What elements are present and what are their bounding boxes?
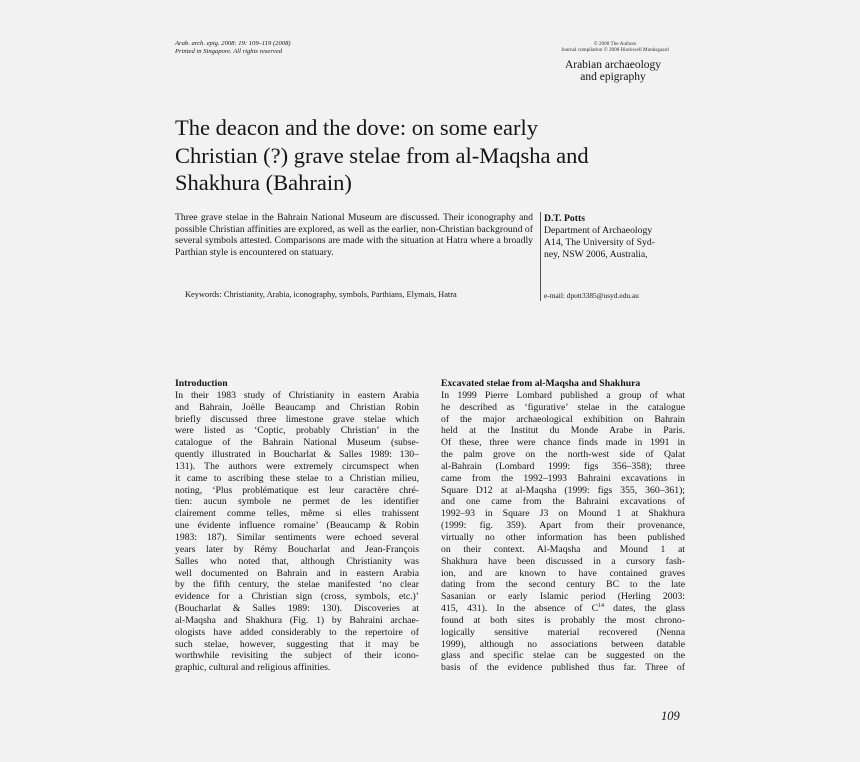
text-line: tien: aucun symbole ne permet de les identifier: [175, 496, 419, 508]
text-line: In their 1983 study of Christianity in eastern Arabia: [175, 389, 419, 401]
text-line: Salles who noted that, although Christianity was: [175, 555, 419, 567]
publisher-copyright: © 2008 The Authors Journal compilation © 2008 Blackwell Munksgaard: [561, 41, 669, 54]
section-heading: Introduction: [175, 378, 228, 389]
text-line: evidence for a Christian sign (cross, symbols, etc.)’: [175, 591, 419, 603]
text-line: briefly discussed three limestone grave stelae which: [175, 413, 419, 425]
text-line: graphic, cultural and religious affinities.: [175, 662, 331, 674]
text-line: 1983: 187). Similar sentiments were echoed several: [175, 531, 419, 543]
text-line: worthwhile revisiting the subject of their icono-: [175, 650, 419, 662]
affiliation-line: Department of Archaeology: [544, 224, 653, 236]
text-line: 131). The authors were extremely circumspect when: [175, 460, 419, 472]
text-line: glass and specific stelae can be suggested on the: [441, 650, 685, 662]
text-line: quently illustrated in Boucharlat & Salles 1989: 130–: [175, 449, 419, 461]
text-line: by the fifth century, the stelae manifested ‘no clear: [175, 579, 419, 591]
text-line: (Boucharlat & Salles 1989: 130). Discoveries at: [175, 603, 419, 615]
text-line: well documented on Bahrain and in eastern Arabia: [175, 567, 419, 579]
text-line: (1999: fig. 359). Apart from their provenance,: [441, 520, 685, 532]
abstract: Three grave stelae in the Bahrain National Museum are discussed. Their iconography and possible Christian affinities are explored, as well as the earlier, non-Christian background of several symbols attested. Comparisons are made with the situation at Hatra where a broadly Parthian style is encountered on statuary.: [175, 212, 533, 258]
text-line: and Bahrain, Joëlle Beaucamp and Christian Robin: [175, 401, 419, 413]
text-line: Sasanian or early Islamic period (Herling 2003:: [441, 591, 685, 603]
keywords-label: Keywords: [185, 290, 220, 299]
text-line: found at both sites is probably the most chrono-: [441, 614, 685, 626]
keywords: [185, 290, 457, 300]
text-line: ologists have added considerably to the repertoire of: [175, 626, 419, 638]
text-line: Shakhura have been discussed in a cursory fash-: [441, 555, 685, 567]
text-line: al-Maqsha and Shakhura (Fig. 1) by Bahraini archae-: [175, 614, 419, 626]
text-line: 1992–93 in Square J3 on Mound 1 at Shakhura: [441, 508, 685, 520]
text-line: it came to ascribing these stelae to a Christian milieu,: [175, 472, 419, 484]
text-line: logically sensitive material recovered (Nenna: [441, 626, 685, 638]
text-line: Square D12 at al-Maqsha (1999: figs 355, 360–361);: [441, 484, 685, 496]
text-line: virtually no other information has been published: [441, 531, 685, 543]
text-line: of the major archaeological exhibition on Bahrain: [441, 413, 685, 425]
keywords-list: : Christianity, Arabia, iconography, symbols, Parthians, Elymais, Hatra: [219, 290, 457, 299]
text-line: years later by Rémy Boucharlat and Jean-François: [175, 543, 419, 555]
author-email: e-mail: dpott3385@usyd.edu.au: [544, 291, 639, 300]
text-line: une évidente influence romaine’ (Beaucamp & Robin: [175, 520, 419, 532]
journal-title: Arabian archaeology and epigraphy: [564, 59, 662, 83]
excavated-stelae-section: [441, 378, 685, 674]
text-line: In 1999 Pierre Lombard published a group of what: [441, 389, 685, 401]
text-line: held at the Institut du Monde Arabe in Paris.: [441, 425, 685, 437]
page-number: 109: [661, 709, 680, 723]
affiliation-line: A14, The University of Syd-: [544, 236, 655, 248]
text-line: dating from the second century BC to the late: [441, 579, 685, 591]
excavated-body-continued: [441, 615, 685, 674]
introduction-section: [175, 378, 419, 674]
article-title: The deacon and the dove: on some early Christian (?) grave stelae from al-Maqsha and Shakhura (Bahrain): [175, 115, 589, 195]
text-line: and one came from the Bahraini excavations of: [441, 496, 685, 508]
text-line: clairement comme telles, même si elles trahissent: [175, 508, 419, 520]
text-line: 1999), although no associations between datable: [441, 638, 685, 650]
excavated-body: [441, 390, 685, 603]
author-block: [544, 213, 684, 261]
journal-reference: Arab. arch. epig. 2008: 19: 109–119 (2008) Printed in Singapore. All rights reserved: [175, 40, 291, 56]
text-line: noting, ‘Plus problématique est leur caractère chré-: [175, 484, 419, 496]
text-line: catalogue of the Bahrain National Museum (subse-: [175, 437, 419, 449]
text-line: on their context. Al-Maqsha and Mound 1 at: [441, 543, 685, 555]
section-heading: Excavated stelae from al-Maqsha and Shakhura: [441, 378, 641, 389]
text-line: basis of the evidence published thus far. Three of: [441, 662, 685, 674]
column-divider: [540, 212, 541, 301]
author-name: D.T. Potts: [544, 213, 585, 224]
affiliation-line: ney, NSW 2006, Australia,: [544, 248, 648, 260]
text-line: he described as ‘figurative’ stelae in the catalogue: [441, 401, 685, 413]
text-line: came from the 1992–1993 Bahraini excavations in: [441, 472, 685, 484]
text-line: al-Bahrain (Lombard 1999: figs 356–358); three: [441, 460, 685, 472]
text-line: Of these, three were chance finds made in 1991 in: [441, 437, 685, 449]
text-line: ion, and are known to have contained graves: [441, 567, 685, 579]
text-line: were listed as ‘Coptic, probably Christian’ in the: [175, 425, 419, 437]
introduction-body: [175, 390, 419, 674]
text-line: 415, 431). In the absence of $C^{14}$ dates, the glass: [441, 603, 685, 615]
text-line: such stelae, however, suggesting that it may be: [175, 638, 419, 650]
text-line: the palm grove on the north-west side of Qalat: [441, 449, 685, 461]
